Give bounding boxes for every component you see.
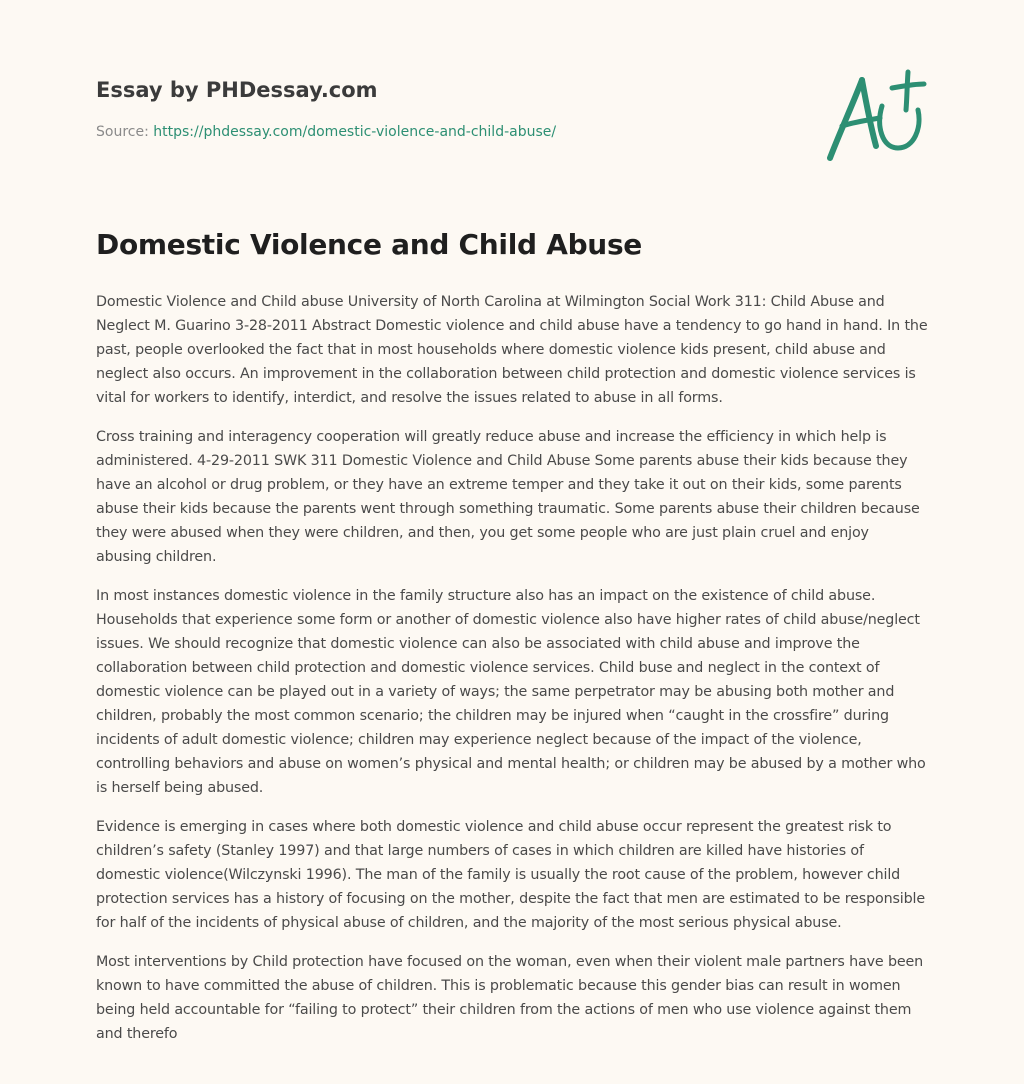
a-plus-logo-icon <box>818 66 930 166</box>
site-name: Essay by PHDessay.com <box>96 78 378 102</box>
article-paragraph-1: Domestic Violence and Child abuse University of North Carolina at Wilmington Social Work 311: Child Abuse and Neglect M. Guarino 3-28-2011 Abstract Domestic violence and child abuse have a tendency to go hand in hand. In the past, people overlooked the fact that in most households where domestic violence kids present, child abuse and neglect also occurs. An improvement in the collaboration between child protection and domestic violence services is vital for workers to identify, interdict, and resolve the issues related to abuse in all forms. <box>96 294 928 406</box>
article-title: Domestic Violence and Child Abuse <box>96 228 642 261</box>
article <box>96 226 928 1061</box>
article-paragraph-3: In most instances domestic violence in the family structure also has an impact on the existence of child abuse. Households that experience some form or another of domestic violence also have higher rates of child abuse/neglect issues. We should recognize that domestic violence can also be associated with child abuse and improve the collaboration between child protection and domestic violence services. Child buse and neglect in the context of domestic violence can be played out in a variety of ways; the same perpetrator may be abusing both mother and children, probably the most common scenario; the children may be injured when “caught in the crossfire” during incidents of adult domestic violence; children may experience neglect because of the impact of the violence, controlling behaviors and abuse on women’s physical and mental health; or children may be abused by a mother who is herself being abused. <box>96 588 926 796</box>
source-link[interactable]: https://phdessay.com/domestic-violence-and-child-abuse/ <box>153 124 557 140</box>
source-line <box>96 122 736 142</box>
article-paragraph-2: Cross training and interagency cooperation will greatly reduce abuse and increase the efficiency in which help is administered. 4-29-2011 SWK 311 Domestic Violence and Child Abuse Some parents abuse their kids because they have an alcohol or drug problem, or they have an extreme temper and they take it out on their kids, some parents abuse their kids because the parents went through something traumatic. Some parents abuse their children because they were abused when they were children, and then, you get some people who are just plain cruel and enjoy abusing children. <box>96 429 920 565</box>
page-header <box>96 76 736 142</box>
source-label: Source: <box>96 124 149 140</box>
article-paragraph-4: Evidence is emerging in cases where both domestic violence and child abuse occur represent the greatest risk to children’s safety (Stanley 1997) and that large numbers of cases in which children are killed have histories of domestic violence(Wilczynski 1996). The man of the family is usually the root cause of the problem, however child protection services has a history of focusing on the mother, despite the fact that men are estimated to be responsible for half of the incidents of physical abuse of children, and the majority of the most serious physical abuse. <box>96 819 926 931</box>
article-paragraph-5: Most interventions by Child protection have focused on the woman, even when their violent male partners have been known to have committed the abuse of children. This is problematic because this gender bias can result in women being held accountable for “failing to protect” their children from the actions of men who use violence against them and therefo <box>96 954 924 1042</box>
